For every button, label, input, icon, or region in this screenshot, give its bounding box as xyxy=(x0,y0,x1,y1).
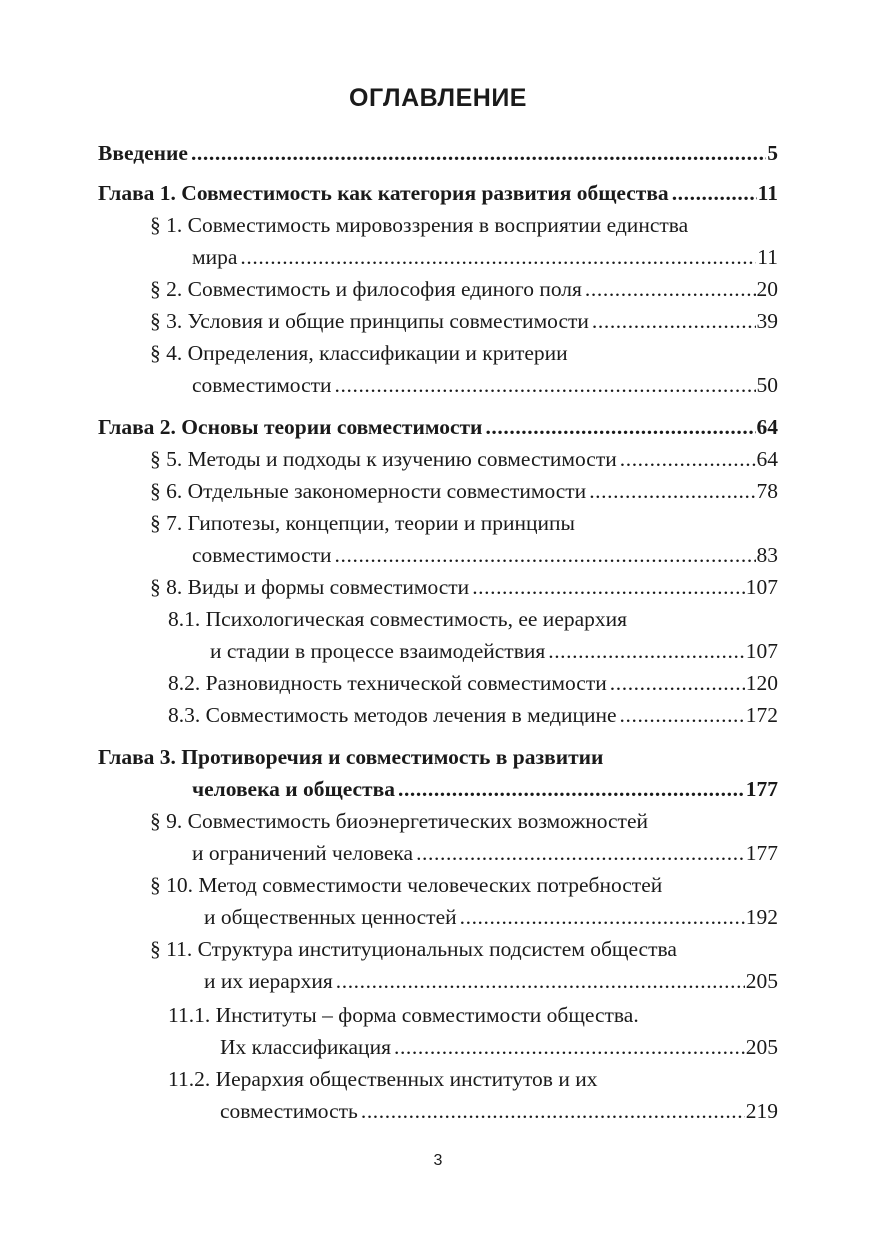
toc-entry-title: 8.3. Совместимость методов лечения в медицине xyxy=(168,703,617,727)
toc-entry-title: § 11. Структура институциональных подсистем общества xyxy=(150,937,677,961)
toc-entry-title: 8.2. Разновидность технической совместимости xyxy=(168,671,607,695)
toc-entry-subsection-8-3[interactable] xyxy=(168,699,778,731)
toc-entry-title: совместимости xyxy=(192,543,332,567)
dot-leader xyxy=(191,137,766,169)
toc-page-number: 5 xyxy=(767,141,778,165)
toc-entry-section-10[interactable] xyxy=(150,869,662,901)
dot-leader xyxy=(240,241,756,273)
toc-page-number: 107 xyxy=(745,575,778,599)
toc-page-number: 219 xyxy=(745,1099,778,1123)
dot-leader xyxy=(592,305,756,337)
dot-leader xyxy=(472,571,745,603)
toc-entry-section-6[interactable] xyxy=(150,475,778,507)
dot-leader xyxy=(394,1031,745,1063)
toc-entry-chapter-1[interactable] xyxy=(98,177,778,209)
toc-entry-title: совместимости xyxy=(192,373,332,397)
toc-entry-section-10-cont[interactable] xyxy=(204,901,778,933)
toc-entry-subsection-8-2[interactable] xyxy=(168,667,778,699)
dot-leader xyxy=(335,539,756,571)
dot-leader xyxy=(335,369,756,401)
toc-entry-title: § 3. Условия и общие принципы совместимости xyxy=(150,309,589,333)
toc-page-number: 39 xyxy=(756,309,778,333)
toc-entry-section-11-cont[interactable] xyxy=(204,965,778,997)
dot-leader xyxy=(548,635,745,667)
toc-entry-section-2[interactable] xyxy=(150,273,778,305)
toc-entry-section-5[interactable] xyxy=(150,443,778,475)
toc-page-number: 64 xyxy=(756,415,778,439)
toc-entry-section-7[interactable] xyxy=(150,507,575,539)
toc-entry-title: Введение xyxy=(98,141,188,165)
toc-entry-title: Глава 3. Противоречия и совместимость в развитии xyxy=(98,745,604,769)
toc-entry-title: § 5. Методы и подходы к изучению совместимости xyxy=(150,447,617,471)
toc-entry-section-11[interactable] xyxy=(150,933,677,965)
toc-entry-title: § 7. Гипотезы, концепции, теории и принципы xyxy=(150,511,575,535)
toc-entry-section-8[interactable] xyxy=(150,571,778,603)
toc-entry-chapter-3[interactable] xyxy=(98,741,603,773)
toc-entry-title: мира xyxy=(192,245,238,269)
toc-page-number: 205 xyxy=(745,1035,778,1059)
dot-leader xyxy=(585,273,756,305)
toc-entry-subsection-11-1[interactable] xyxy=(168,999,639,1031)
toc-entry-title: Их классификация xyxy=(220,1035,391,1059)
page-title: ОГЛАВЛЕНИЕ xyxy=(349,84,527,112)
toc-entry-title: и стадии в процессе взаимодействия xyxy=(210,639,546,663)
toc-page-number: 177 xyxy=(745,777,778,801)
dot-leader xyxy=(398,773,745,805)
toc-entry-section-9-cont[interactable] xyxy=(192,837,778,869)
toc-entry-title: Глава 2. Основы теории совместимости xyxy=(98,415,483,439)
toc-entry-title: и их иерархия xyxy=(204,969,333,993)
toc-page-number: 20 xyxy=(756,277,778,301)
toc-entry-section-4-cont[interactable] xyxy=(192,369,778,401)
toc-entry-section-4[interactable] xyxy=(150,337,568,369)
toc-entry-title: § 6. Отдельные закономерности совместимости xyxy=(150,479,587,503)
dot-leader xyxy=(672,177,757,209)
toc-page-number: 172 xyxy=(745,703,778,727)
page-number: 3 xyxy=(433,1152,443,1169)
toc-page-number: 205 xyxy=(745,969,778,993)
toc-entry-title: § 1. Совместимость мировоззрения в восприятии единства xyxy=(150,213,689,237)
toc-entry-subsection-11-1-cont[interactable] xyxy=(220,1031,778,1063)
toc-entry-section-9[interactable] xyxy=(150,805,648,837)
toc-entry-section-7-cont[interactable] xyxy=(192,539,778,571)
toc-entry-subsection-8-1[interactable] xyxy=(168,603,627,635)
toc-entry-title: 11.1. Институты – форма совместимости общества. xyxy=(168,1003,639,1027)
toc-entry-title: § 8. Виды и формы совместимости xyxy=(150,575,470,599)
toc-entry-title: 11.2. Иерархия общественных институтов и их xyxy=(168,1067,598,1091)
dot-leader xyxy=(460,901,745,933)
toc-entry-chapter-3-cont[interactable] xyxy=(192,773,778,805)
toc-page-number: 11 xyxy=(757,245,778,269)
toc-entry-title: § 9. Совместимость биоэнергетических возможностей xyxy=(150,809,649,833)
toc-entry-subsection-11-2-cont[interactable] xyxy=(220,1095,778,1127)
toc-entry-introduction[interactable] xyxy=(98,137,778,169)
toc-page-number: 11 xyxy=(757,181,778,205)
toc-entry-title: § 4. Определения, классификации и критерии xyxy=(150,341,568,365)
toc-page-number: 78 xyxy=(756,479,778,503)
toc-page-number: 120 xyxy=(745,671,778,695)
toc-page-number: 50 xyxy=(756,373,778,397)
toc-entry-title: § 2. Совместимость и философия единого поля xyxy=(150,277,582,301)
toc-entry-section-1-cont[interactable] xyxy=(192,241,778,273)
toc-entry-title: и общественных ценностей xyxy=(204,905,457,929)
toc-entry-title: Глава 1. Совместимость как категория развития общества xyxy=(98,181,669,205)
toc-entry-title: совместимость xyxy=(220,1099,358,1123)
dot-leader xyxy=(336,965,745,997)
dot-leader xyxy=(589,475,755,507)
toc-entry-chapter-2[interactable] xyxy=(98,411,778,443)
toc-entry-title: 8.1. Психологическая совместимость, ее иерархия xyxy=(168,607,628,631)
toc-page-number: 83 xyxy=(756,543,778,567)
toc-page-number: 192 xyxy=(745,905,778,929)
dot-leader xyxy=(361,1095,745,1127)
toc-page-number: 64 xyxy=(756,447,778,471)
dot-leader xyxy=(620,443,756,475)
toc-entry-subsection-11-2[interactable] xyxy=(168,1063,597,1095)
toc-entry-section-1[interactable] xyxy=(150,209,688,241)
dot-leader xyxy=(620,699,745,731)
toc-entry-section-3[interactable] xyxy=(150,305,778,337)
toc-page-number: 177 xyxy=(745,841,778,865)
dot-leader xyxy=(610,667,745,699)
toc-entry-title: человека и общества xyxy=(192,777,395,801)
toc-page-number: 107 xyxy=(745,639,778,663)
toc-entry-title: и ограничений человека xyxy=(192,841,414,865)
toc-entry-title: § 10. Метод совместимости человеческих потребностей xyxy=(150,873,663,897)
toc-entry-subsection-8-1-cont[interactable] xyxy=(210,635,778,667)
dot-leader xyxy=(416,837,745,869)
dot-leader xyxy=(485,411,755,443)
